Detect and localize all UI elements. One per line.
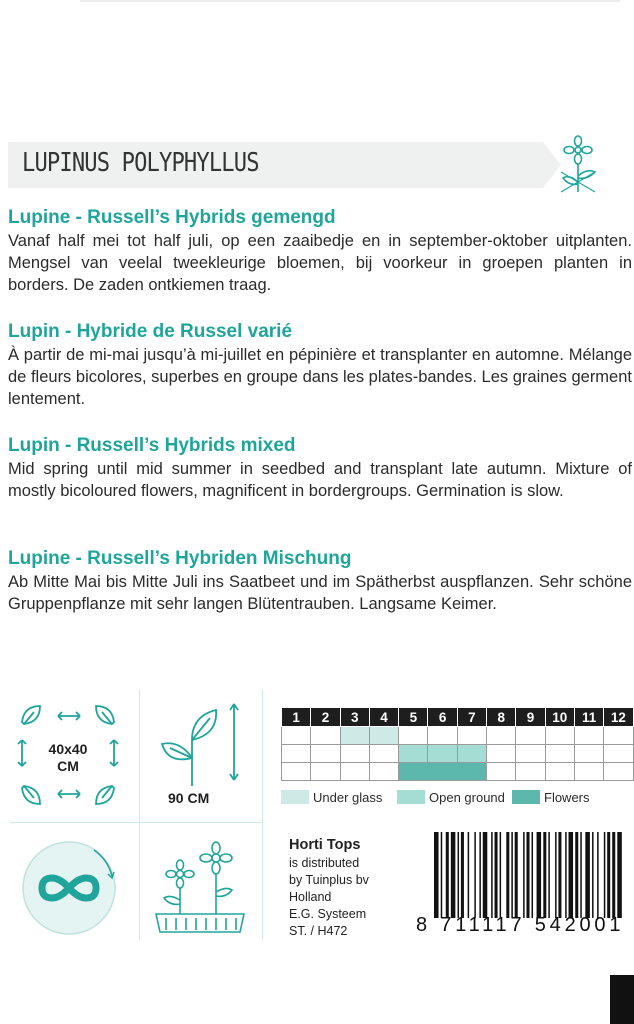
distributor-company: Horti Tops [289,837,361,853]
distributor-line: Holland [289,890,332,904]
description-title: Lupine - Russell’s Hybriden Mischung [8,548,352,569]
month-label: 2 [311,708,340,727]
calendar-row-flowers [282,763,634,781]
distributor-line: ST. / H472 [289,924,348,938]
distributor-line: E.G. Systeem [289,907,367,921]
description-nl [8,206,632,296]
legend-swatch [281,790,309,804]
distributor-line: is distributed [289,856,360,870]
month-label: 1 [282,708,311,727]
icon-grid-divider [262,690,263,940]
month-label: 6 [428,708,457,727]
month-label: 11 [574,708,603,727]
description-fr [8,320,632,410]
icon-grid-divider [10,822,262,823]
distributor-line: by Tuinplus bv [289,873,369,887]
month-label: 5 [399,708,428,727]
distributor-info [289,835,369,940]
description-title: Lupine - Russell’s Hybrids gemengd [8,207,336,228]
description-title: Lupin - Russell’s Hybrids mixed [8,435,296,456]
height-label: 90 CM [168,790,210,806]
legend-label: Open ground [429,789,505,805]
description-text: Ab Mitte Mai bis Mitte Juli ins Saatbeet und im Spätherbst auspflanzen. Sehr schöne Gruppenpflanze mit sehr langen Blütentrauben. Langsame Keimer. [8,573,632,613]
legend-open-ground [397,789,505,805]
flower-logo-icon [555,132,605,196]
legend-under-glass [281,789,382,805]
description-text: À partir de mi-mai jusqu’à mi-juillet en pépinière et transplanter en automne. Mélange de fleurs bicolores, superbes en groupe dans les plates-bandes. Les graines germent lentement. [8,346,632,408]
spacing-label: 40x40 CM [48,741,88,774]
month-label: 4 [369,708,398,727]
description-en [8,434,632,502]
calendar-row-under-glass [282,727,634,745]
description-text: Mid spring until mid summer in seedbed and transplant late autumn. Mixture of mostly bicoloured flowers, magnificent in bordergroups. Germination is slow. [8,460,632,500]
sowing-calendar [281,707,634,781]
description-de [8,547,632,615]
legend-swatch [397,790,425,804]
legend-flowers [512,789,590,805]
barcode [434,832,624,918]
month-label: 3 [340,708,369,727]
legend-swatch [512,790,540,804]
calendar-month-header [282,708,634,727]
edge-marker [610,975,634,1024]
seedling-tray-icon [150,838,250,938]
barcode-digits: 8 711117 542001 [416,914,625,936]
top-divider [80,0,620,2]
plant-height-icon [152,700,252,790]
icon-grid-divider [139,690,140,940]
month-label: 12 [604,708,633,727]
calendar-row-open-ground [282,745,634,763]
infinity-icon [16,838,122,938]
description-text: Vanaf half mei tot half juli, op een zaaibedje en in september-oktober uitplanten. Mengsel van veelal tweekleurige bloemen, bij voorkeur in groepen planten in borders. De zaden ontkiemen traag. [8,232,632,294]
description-title: Lupin - Hybride de Russel varié [8,321,293,342]
legend-label: Flowers [544,789,590,805]
month-label: 8 [487,708,516,727]
month-label: 9 [516,708,545,727]
month-label: 7 [457,708,486,727]
month-label: 10 [545,708,574,727]
legend-label: Under glass [313,789,383,805]
latin-name: LUPINUS POLYPHYLLUS [22,148,259,178]
